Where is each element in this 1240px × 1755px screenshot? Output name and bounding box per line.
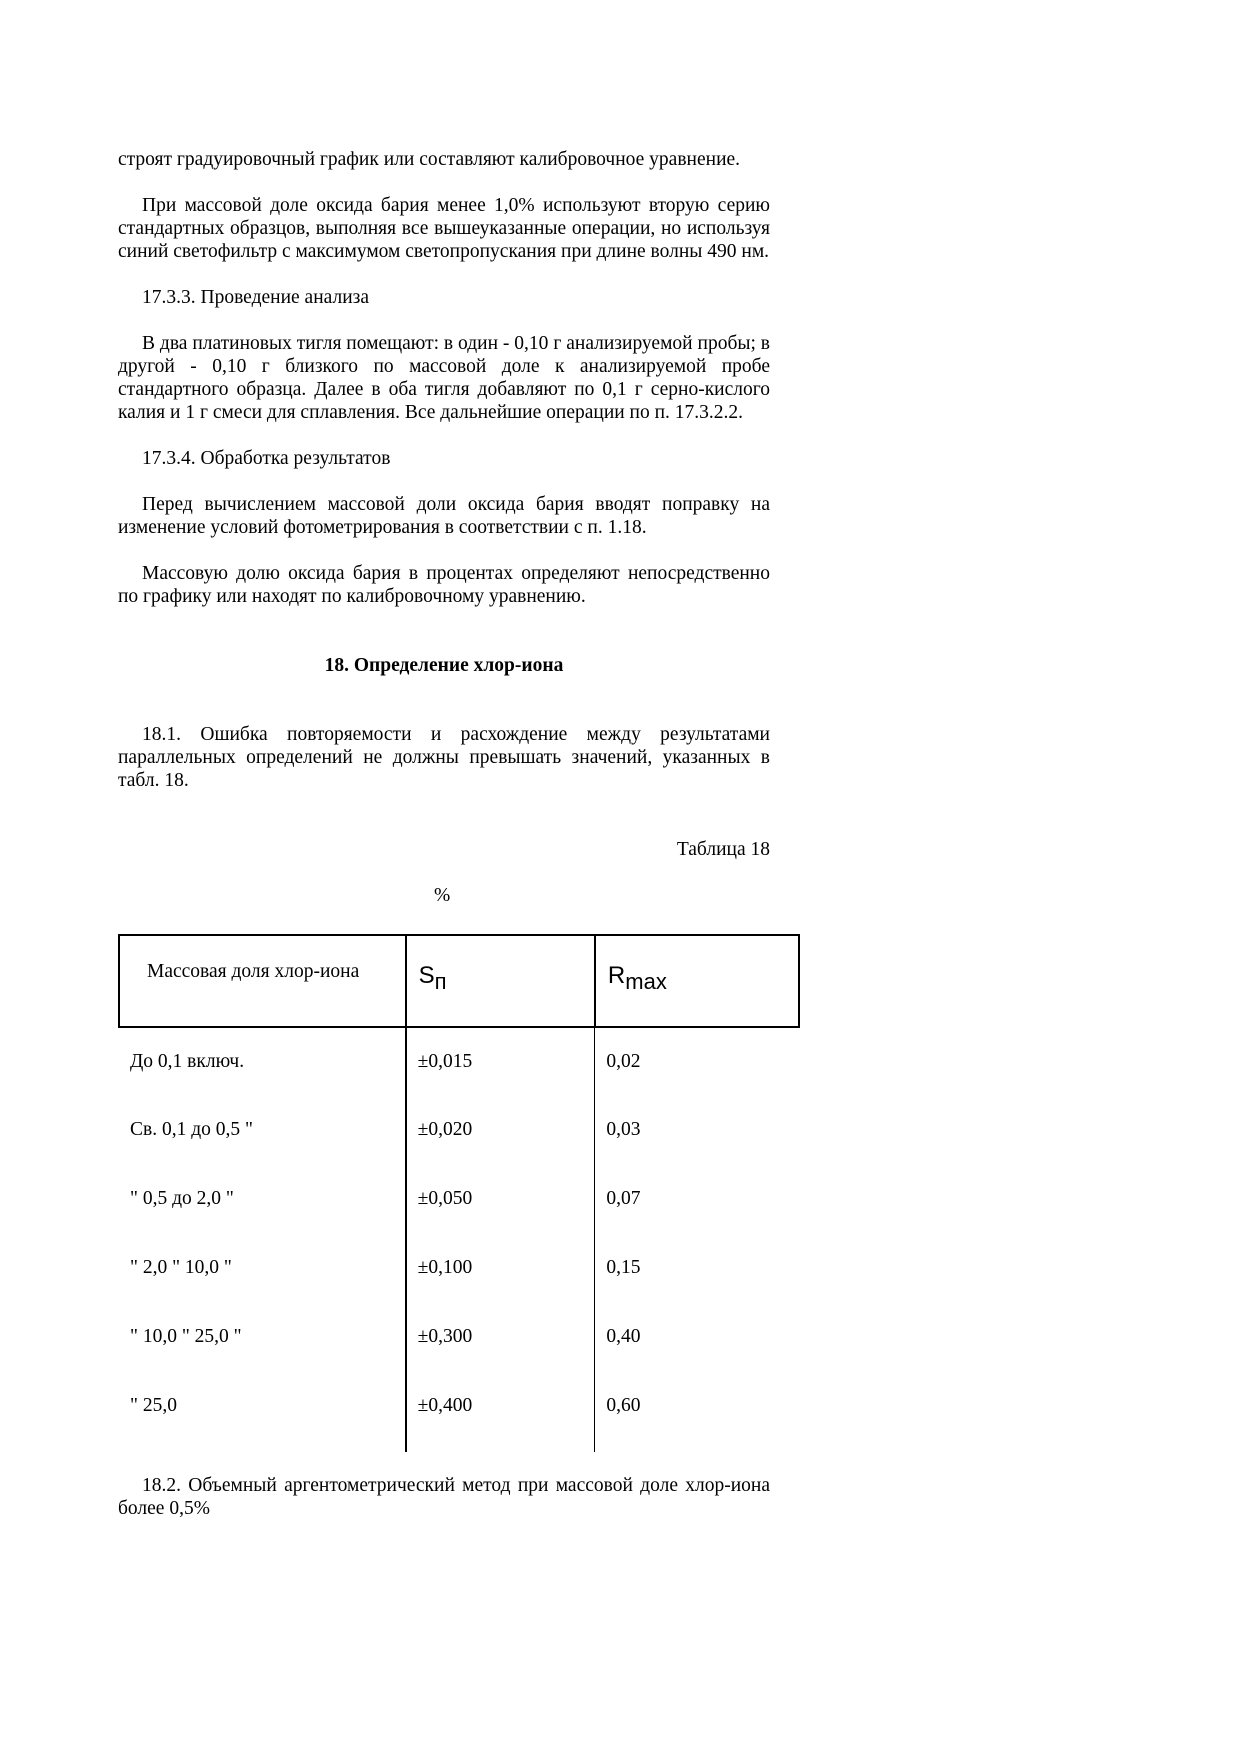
paragraph-crucibles: В два платиновых тигля помещают: в один - 0,10 г анализируемой пробы; в другой - 0,10 г близкого по массовой доле к анализируемой пробе стандартного образца. Далее в оба тигля добавляют по 0,1 г серно-кислого калия и 1 г смеси для сплавления. Все дальнейшие операции по п. 17.3.2.2. <box>118 333 770 423</box>
cell-range: Св. 0,1 до 0,5 " <box>130 1119 253 1140</box>
section-17-3-3-title: 17.3.3. Проведение анализа <box>142 287 369 308</box>
header-sp-main: S <box>418 962 435 989</box>
table-row <box>119 1234 799 1303</box>
cell-rmax: 0,40 <box>595 1303 799 1372</box>
cell-sp: ±0,100 <box>406 1234 595 1303</box>
paragraph-graph: строят градуировочный график или составляют калибровочное уравнение. <box>118 149 741 170</box>
cell-sp: ±0,050 <box>406 1165 595 1234</box>
header-mass-fraction: Массовая доля хлор-иона <box>119 935 406 1027</box>
table-row <box>119 1372 799 1452</box>
cell-rmax: 0,15 <box>595 1234 799 1303</box>
paragraph-second-series: При массовой доле оксида бария менее 1,0% используют вторую серию стандартных образцов, выполняя все вышеуказанные операции, но используя синий светофильтр с максимумом светопропускания при длине волны 490 нм. <box>118 195 770 262</box>
paragraph-18-1: 18.1. Ошибка повторяемости и расхождение между результатами параллельных определений не должны превышать значений, указанных в табл. 18. <box>118 724 770 791</box>
table-row <box>119 1096 799 1165</box>
document-page <box>118 148 770 1520</box>
cell-range: " 2,0 " 10,0 " <box>130 1257 232 1278</box>
paragraph-correction: Перед вычислением массовой доли оксида бария вводят поправку на изменение условий фотометрирования в соответствии с п. 1.18. <box>118 494 770 538</box>
cell-rmax: 0,60 <box>595 1372 799 1452</box>
cell-rmax: 0,03 <box>595 1096 799 1165</box>
cell-sp: ±0,020 <box>406 1096 595 1165</box>
table-header-row <box>119 935 799 1027</box>
cell-sp: ±0,015 <box>406 1027 595 1096</box>
table-row <box>119 1303 799 1372</box>
table-label: Таблица 18 <box>676 839 770 860</box>
cell-range: " 0,5 до 2,0 " <box>130 1188 234 1209</box>
cell-range: " 10,0 " 25,0 " <box>130 1326 242 1347</box>
header-sp <box>406 935 595 1027</box>
cell-range: До 0,1 включ. <box>130 1051 245 1072</box>
cell-rmax: 0,07 <box>595 1165 799 1234</box>
header-rmax-main: R <box>607 962 626 989</box>
section-17-3-4-title: 17.3.4. Обработка результатов <box>142 448 391 469</box>
cell-sp: ±0,300 <box>406 1303 595 1372</box>
paragraph-mass-fraction: Массовую долю оксида бария в процентах определяют непосредственно по графику или находят по калибровочному уравнению. <box>118 563 770 607</box>
header-sp-sub: п <box>434 969 447 994</box>
header-rmax-sub: max <box>625 969 667 994</box>
cell-range: " 25,0 <box>130 1395 177 1416</box>
tolerance-table <box>118 934 800 1452</box>
cell-sp: ±0,400 <box>406 1372 595 1452</box>
units-label: % <box>434 885 451 906</box>
table-row <box>119 1027 799 1096</box>
table-18 <box>118 934 800 1452</box>
cell-rmax: 0,02 <box>595 1027 799 1096</box>
section-18-heading: 18. Определение хлор-иона <box>324 655 564 676</box>
header-rmax <box>595 935 799 1027</box>
table-row <box>119 1165 799 1234</box>
paragraph-18-2: 18.2. Объемный аргентометрический метод при массовой доле хлор-иона более 0,5% <box>118 1475 770 1519</box>
